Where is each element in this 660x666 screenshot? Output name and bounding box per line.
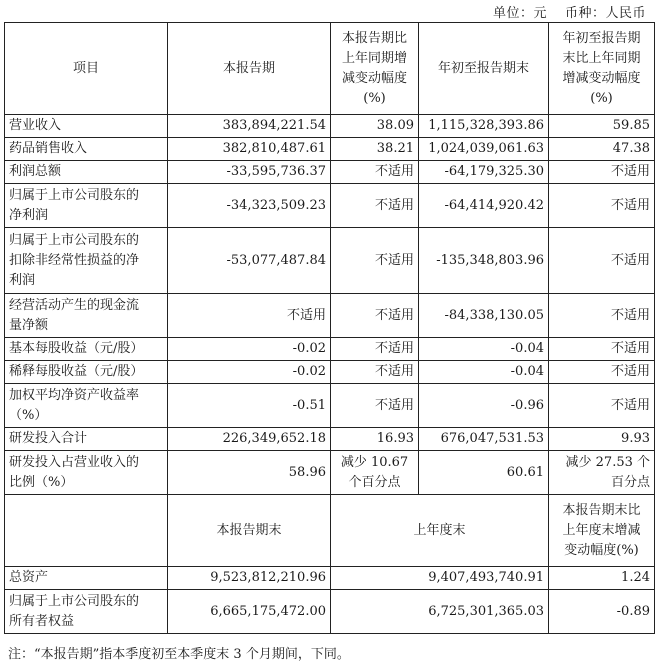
- row-ytd-change: [549, 384, 655, 428]
- cell-line: 不适用: [610, 397, 650, 413]
- row-current-change: [331, 428, 419, 451]
- row-item: [5, 451, 168, 495]
- cell-line: 个百分点: [348, 474, 401, 490]
- cell-line: 不适用: [610, 364, 650, 379]
- row-item: [5, 294, 168, 338]
- header-current-period: 本报告期: [168, 23, 331, 115]
- cell-line: 47.38: [612, 141, 650, 156]
- row-current: -33,595,736.37: [168, 161, 331, 184]
- row-ytd-change: [549, 138, 655, 161]
- row-current: 226,349,652.18: [168, 428, 331, 451]
- row-balance-change: 1.24: [549, 567, 655, 590]
- row-current-change: [331, 338, 419, 361]
- cell-line: 不适用: [610, 197, 650, 213]
- row-ytd-change: [549, 115, 655, 138]
- cell-line: 不适用: [610, 164, 650, 179]
- row-item: [5, 590, 168, 634]
- table-row: [5, 184, 655, 228]
- row-item: [5, 361, 168, 384]
- cell-line: 不适用: [610, 341, 650, 356]
- cell-line: 上年度末增减: [562, 522, 641, 538]
- row-period-end: 9,523,812,210.96: [168, 567, 331, 590]
- cell-line: 不适用: [610, 252, 650, 268]
- cell-line: 变动幅度(%): [564, 542, 639, 558]
- row-ytd-change: [549, 451, 655, 495]
- cell-line: 上年同期增: [341, 50, 407, 66]
- row-item: [5, 567, 168, 590]
- row-current: 383,894,221.54: [168, 115, 331, 138]
- cell-line: 38.09: [376, 118, 414, 133]
- row-current-change: [331, 451, 419, 495]
- cell-line: 不适用: [374, 197, 414, 213]
- cell-line: 经营活动产生的现金流: [9, 297, 140, 313]
- table-row: [5, 294, 655, 338]
- cell-line: 增减变动幅度: [562, 70, 641, 86]
- cell-line: 不适用: [374, 364, 414, 379]
- row-prior-year-end: 9,407,493,740.91: [331, 567, 549, 590]
- row-ytd: -84,338,130.05: [419, 294, 549, 338]
- row-current: -0.02: [168, 338, 331, 361]
- header-balance-change: [549, 495, 655, 567]
- row-ytd-change: [549, 338, 655, 361]
- row-item: [5, 161, 168, 184]
- cell-line: (%): [363, 90, 386, 106]
- table-row: [5, 428, 655, 451]
- header-ytd: 年初至报告期末: [419, 23, 549, 115]
- cell-line: 归属于上市公司股东的: [9, 187, 140, 203]
- cell-line: 本报告期末比: [562, 502, 641, 518]
- cell-line: 药品销售收入: [9, 141, 88, 156]
- row-current: 不适用: [168, 294, 331, 338]
- cell-line: 减少 27.53 个: [565, 454, 650, 470]
- row-ytd-change: [549, 228, 655, 294]
- row-item: [5, 228, 168, 294]
- cell-line: 总资产: [9, 570, 49, 585]
- cell-line: 年初至报告期: [562, 30, 641, 46]
- cell-line: 净利润: [9, 207, 49, 223]
- cell-line: 末比上年同期: [562, 50, 641, 66]
- unit-label: 单位：元: [492, 6, 547, 21]
- row-current-change: [331, 384, 419, 428]
- cell-line: 不适用: [374, 252, 414, 268]
- row-current-change: [331, 228, 419, 294]
- row-current-change: [331, 138, 419, 161]
- cell-line: 9.93: [621, 431, 650, 446]
- header-period-end: 本报告期末: [168, 495, 331, 567]
- row-ytd: 676,047,531.53: [419, 428, 549, 451]
- cell-line: 不适用: [374, 397, 414, 413]
- cell-line: 研发投入占营业收入的: [9, 454, 140, 470]
- cell-line: 基本每股收益（元/股）: [9, 341, 144, 356]
- cell-line: 不适用: [374, 307, 414, 323]
- table-row: [5, 228, 655, 294]
- row-ytd: -135,348,803.96: [419, 228, 549, 294]
- cell-line: 减少 10.67: [340, 454, 409, 470]
- table-row: [5, 384, 655, 428]
- cell-line: 不适用: [374, 341, 414, 356]
- cell-line: 归属于上市公司股东的: [9, 232, 140, 248]
- row-current-change: [331, 115, 419, 138]
- header-item: 项目: [5, 23, 168, 115]
- table-header-row-balance: [5, 495, 655, 567]
- cell-line: 利润: [9, 272, 36, 288]
- row-ytd-change: [549, 361, 655, 384]
- cell-line: 减变动幅度: [341, 70, 407, 86]
- row-ytd: -0.04: [419, 361, 549, 384]
- table-row: [5, 590, 655, 634]
- cell-line: 研发投入合计: [9, 431, 88, 446]
- row-ytd: 1,115,328,393.86: [419, 115, 549, 138]
- financial-data-table: [4, 22, 655, 634]
- row-ytd: 60.61: [419, 451, 549, 495]
- row-balance-change: -0.89: [549, 590, 655, 634]
- cell-line: （%）: [9, 407, 48, 423]
- cell-line: 不适用: [610, 307, 650, 323]
- cell-line: 量净额: [9, 317, 49, 333]
- cell-line: 稀释每股收益（元/股）: [9, 364, 144, 379]
- row-item: [5, 138, 168, 161]
- currency-label: 币种：人民币: [564, 6, 646, 21]
- cell-line: 59.85: [612, 118, 650, 133]
- row-current-change: [331, 294, 419, 338]
- cell-line: 归属于上市公司股东的: [9, 593, 140, 609]
- row-item: [5, 184, 168, 228]
- row-current: 58.96: [168, 451, 331, 495]
- row-current-change: [331, 361, 419, 384]
- cell-line: 本报告期比: [341, 30, 407, 46]
- row-current: 382,810,487.61: [168, 138, 331, 161]
- row-ytd: -64,414,920.42: [419, 184, 549, 228]
- table-row: [5, 567, 655, 590]
- row-current-change: [331, 184, 419, 228]
- row-ytd: -0.04: [419, 338, 549, 361]
- row-ytd-change: [549, 184, 655, 228]
- header-ytd-change: [549, 23, 655, 115]
- row-item: [5, 115, 168, 138]
- row-prior-year-end: 6,725,301,365.03: [331, 590, 549, 634]
- cell-line: 利润总额: [9, 164, 62, 179]
- row-ytd: -0.96: [419, 384, 549, 428]
- row-item: [5, 428, 168, 451]
- table-row: [5, 361, 655, 384]
- table-row: [5, 115, 655, 138]
- cell-line: 38.21: [376, 141, 414, 156]
- unit-currency-line: [493, 2, 646, 21]
- table-row: [5, 161, 655, 184]
- table-row: [5, 451, 655, 495]
- cell-line: 百分点: [610, 474, 650, 490]
- cell-line: 加权平均净资产收益率: [9, 387, 140, 403]
- table-row: [5, 338, 655, 361]
- row-current: -0.02: [168, 361, 331, 384]
- header-current-period-change: [331, 23, 419, 115]
- cell-line: (%): [590, 90, 613, 106]
- row-ytd-change: [549, 294, 655, 338]
- footnote: 注：“本报告期”指本季度初至本季度末 3 个月期间，下同。: [8, 647, 350, 662]
- table-header-row: [5, 23, 655, 115]
- row-period-end: 6,665,175,472.00: [168, 590, 331, 634]
- cell-line: 扣除非经常性损益的净: [9, 252, 140, 268]
- row-ytd: 1,024,039,061.63: [419, 138, 549, 161]
- cell-line: 不适用: [374, 164, 414, 179]
- cell-line: 比例（%）: [9, 474, 74, 490]
- cell-line: 营业收入: [9, 118, 62, 133]
- row-current-change: [331, 161, 419, 184]
- header-blank: [5, 495, 168, 567]
- cell-line: 16.93: [376, 431, 414, 446]
- row-current: -34,323,509.23: [168, 184, 331, 228]
- table-row: [5, 138, 655, 161]
- row-item: [5, 384, 168, 428]
- row-ytd-change: [549, 161, 655, 184]
- row-ytd: -64,179,325.30: [419, 161, 549, 184]
- row-current: -0.51: [168, 384, 331, 428]
- header-prior-year-end: 上年度末: [331, 495, 549, 567]
- row-ytd-change: [549, 428, 655, 451]
- row-item: [5, 338, 168, 361]
- row-current: -53,077,487.84: [168, 228, 331, 294]
- cell-line: 所有者权益: [9, 613, 75, 629]
